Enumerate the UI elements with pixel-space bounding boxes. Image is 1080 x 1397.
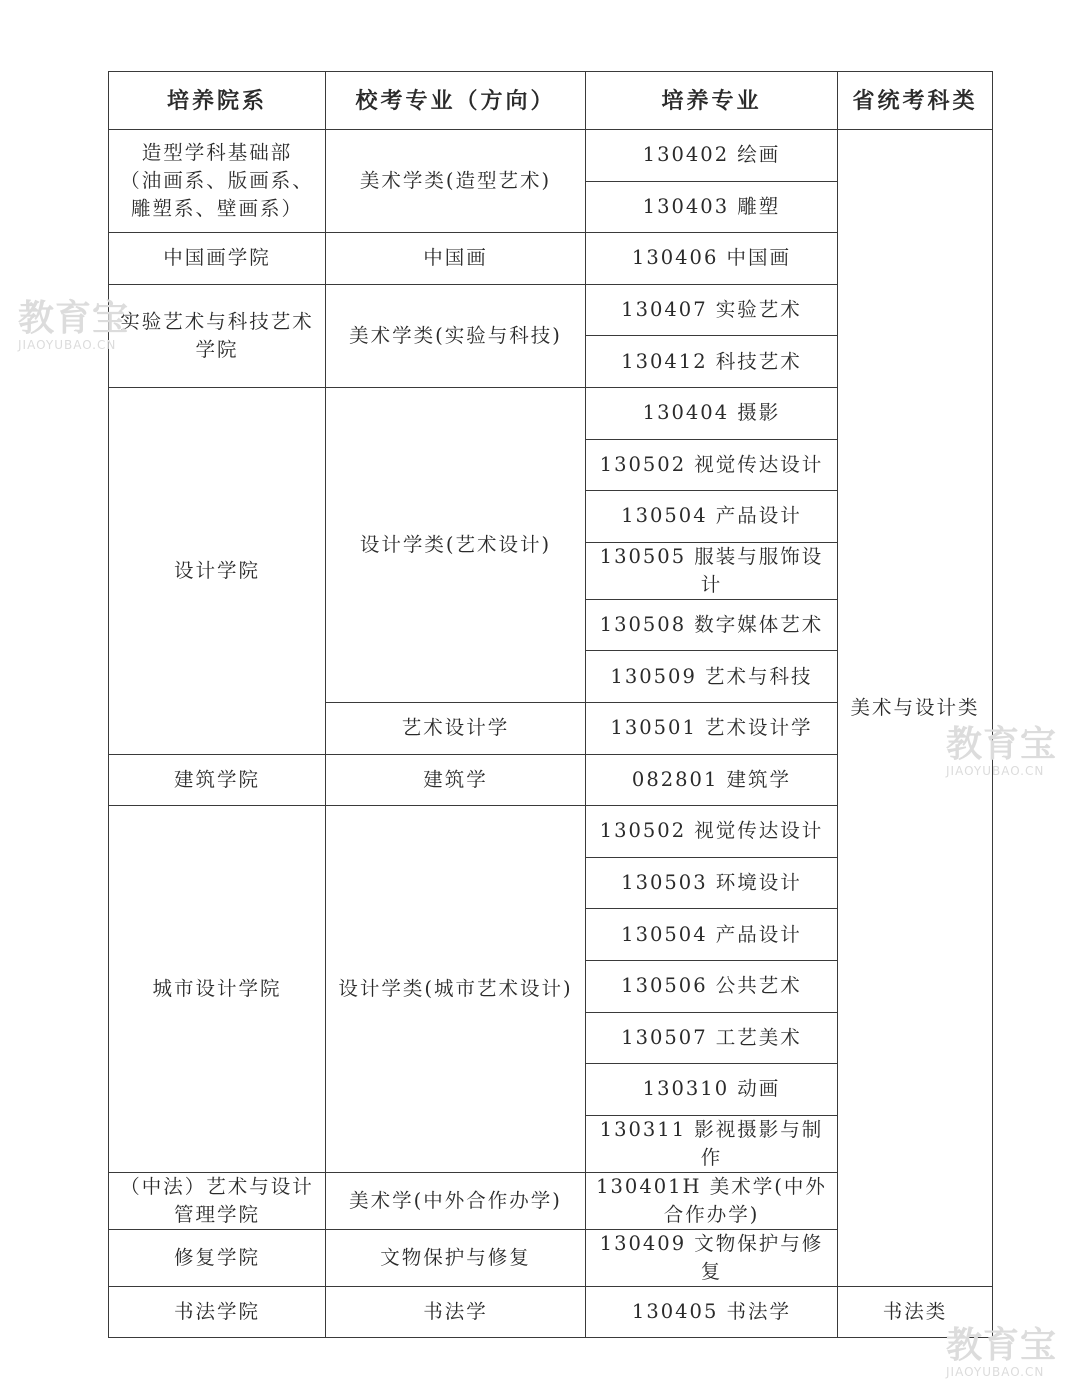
exam-major-cell: 设计学类(艺术设计): [326, 387, 586, 702]
training-major-cell: 130501 艺术设计学: [586, 702, 838, 754]
training-major-cell: 130401H 美术学(中外 合作办学): [586, 1172, 838, 1229]
training-major-cell: 130407 实验艺术: [586, 284, 838, 336]
training-major-cell: 130508 数字媒体艺术: [586, 599, 838, 651]
exam-major-cell: 书法学: [326, 1286, 586, 1338]
training-major-cell: 130502 视觉传达设计: [586, 439, 838, 491]
exam-major-cell: 美术学(中外合作办学): [326, 1172, 586, 1229]
training-major-cell: 130509 艺术与科技: [586, 651, 838, 703]
exam-major-cell: 美术学类(造型艺术): [326, 130, 586, 233]
header-training-major: 培养专业: [586, 72, 838, 130]
header-exam-major: 校考专业（方向）: [326, 72, 586, 130]
watermark-logo: 教育宝: [946, 1325, 1058, 1366]
table-row: [109, 130, 993, 182]
table-row: [109, 1286, 993, 1338]
header-province-category: 省统考科类: [838, 72, 993, 130]
training-major-cell: 130504 产品设计: [586, 909, 838, 961]
training-major-cell: 130403 雕塑: [586, 181, 838, 233]
dept-cell: 书法学院: [109, 1286, 326, 1338]
dept-cell: 设计学院: [109, 387, 326, 754]
exam-major-cell: 设计学类(城市艺术设计): [326, 806, 586, 1173]
dept-cell: （中法）艺术与设计 管理学院: [109, 1172, 326, 1229]
watermark-url: JIAOYUBAO.CN: [946, 764, 1045, 778]
header-dept: 培养院系: [109, 72, 326, 130]
training-major-cell: 130504 产品设计: [586, 491, 838, 543]
training-major-cell: 130502 视觉传达设计: [586, 806, 838, 858]
dept-cell: 建筑学院: [109, 754, 326, 806]
watermark-url: JIAOYUBAO.CN: [18, 338, 117, 352]
training-major-cell: 130310 动画: [586, 1064, 838, 1116]
watermark-logo: 教育宝: [18, 298, 130, 339]
training-major-cell: 130412 科技艺术: [586, 336, 838, 388]
exam-major-cell: 建筑学: [326, 754, 586, 806]
training-major-cell: 130404 摄影: [586, 387, 838, 439]
training-major-cell: 130409 文物保护与修复: [586, 1229, 838, 1286]
training-major-cell: 130405 书法学: [586, 1286, 838, 1338]
training-major-cell: 130506 公共艺术: [586, 960, 838, 1012]
training-major-cell: 130311 影视摄影与制作: [586, 1115, 838, 1172]
training-major-cell: 130505 服装与服饰设计: [586, 542, 838, 599]
dept-cell: 造型学科基础部 （油画系、版画系、 雕塑系、壁画系）: [109, 130, 326, 233]
training-major-cell: 130406 中国画: [586, 233, 838, 285]
province-category-cell: 书法类: [838, 1286, 993, 1338]
header-row: [109, 72, 993, 130]
training-major-cell: 130503 环境设计: [586, 857, 838, 909]
dept-cell: 城市设计学院: [109, 806, 326, 1173]
exam-major-cell: 中国画: [326, 233, 586, 285]
training-major-cell: 082801 建筑学: [586, 754, 838, 806]
majors-table: [108, 71, 993, 1338]
exam-major-cell: 艺术设计学: [326, 702, 586, 754]
dept-cell: 实验艺术与科技艺术 学院: [109, 284, 326, 387]
dept-cell: 中国画学院: [109, 233, 326, 285]
training-major-cell: 130402 绘画: [586, 130, 838, 182]
exam-major-cell: 文物保护与修复: [326, 1229, 586, 1286]
training-major-cell: 130507 工艺美术: [586, 1012, 838, 1064]
watermark-url: JIAOYUBAO.CN: [946, 1365, 1045, 1379]
watermark-logo: 教育宝: [946, 724, 1058, 765]
dept-cell: 修复学院: [109, 1229, 326, 1286]
province-category-cell: 美术与设计类: [838, 130, 993, 1287]
exam-major-cell: 美术学类(实验与科技): [326, 284, 586, 387]
